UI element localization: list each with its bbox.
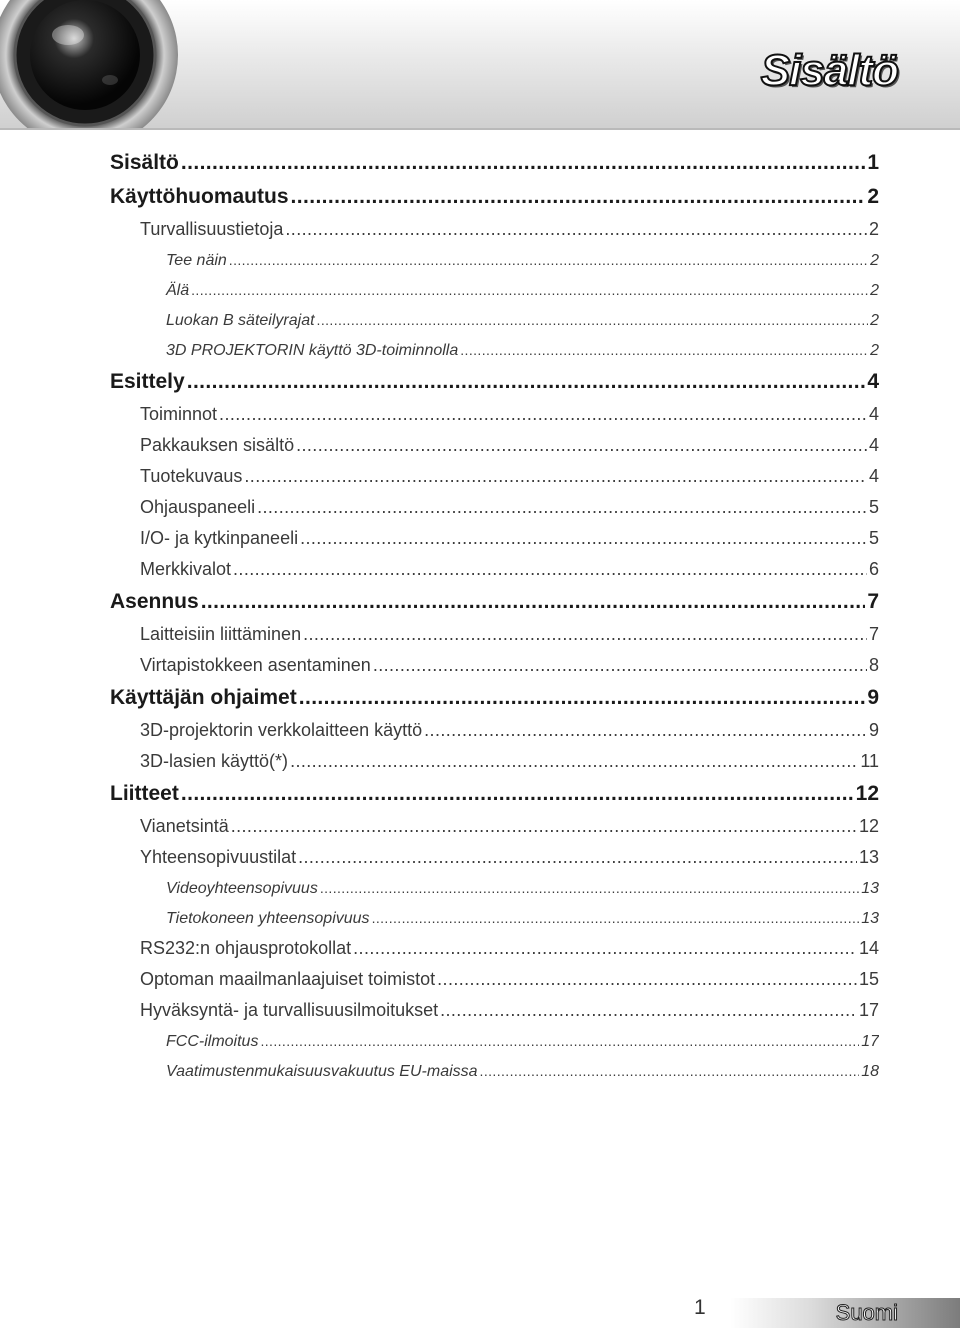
toc-entry-page: 5 xyxy=(868,528,879,548)
toc-entry-title: Luokan B säteilyrajat xyxy=(166,312,315,329)
toc-dot-leader xyxy=(233,554,867,585)
toc-entry-title: 3D PROJEKTORIN käyttö 3D-toiminnolla xyxy=(166,342,459,359)
toc-entry-title: Liitteet xyxy=(110,782,179,805)
toc-entry-title: FCC-ilmoitus xyxy=(166,1033,259,1050)
toc-entry[interactable] xyxy=(110,873,879,903)
table-of-contents xyxy=(110,146,879,1086)
toc-entry-title: Sisältö xyxy=(110,151,179,174)
toc-entry-title: RS232:n ohjausprotokollat xyxy=(140,938,352,958)
toc-entry-page: 13 xyxy=(861,880,879,897)
toc-entry[interactable] xyxy=(110,245,879,275)
toc-entry-title: Älä xyxy=(166,282,190,299)
toc-dot-leader xyxy=(244,461,867,492)
toc-dot-leader xyxy=(317,305,869,335)
toc-entry[interactable] xyxy=(110,554,879,585)
toc-entry-title: Toiminnot xyxy=(140,404,218,424)
toc-entry-page: 18 xyxy=(861,1063,879,1080)
toc-entry-page: 7 xyxy=(867,590,879,613)
toc-entry[interactable] xyxy=(110,523,879,554)
toc-dot-leader xyxy=(299,681,866,715)
toc-entry-title: Ohjauspaneeli xyxy=(140,497,256,517)
toc-entry-title: Optoman maailmanlaajuiset toimistot xyxy=(140,969,436,989)
toc-entry[interactable] xyxy=(110,933,879,964)
toc-entry[interactable] xyxy=(110,903,879,933)
toc-entry-page: 2 xyxy=(870,252,879,269)
toc-entry-title: Merkkivalot xyxy=(140,559,232,579)
toc-entry-title: 3D-projektorin verkkolaitteen käyttö xyxy=(140,720,423,740)
toc-entry-title: Turvallisuustietoja xyxy=(140,219,284,239)
toc-entry[interactable] xyxy=(110,650,879,681)
toc-entry[interactable] xyxy=(110,492,879,523)
toc-entry[interactable] xyxy=(110,275,879,305)
toc-entry-page: 1 xyxy=(867,151,879,174)
toc-dot-leader xyxy=(373,650,867,681)
toc-dot-leader xyxy=(291,180,866,214)
toc-entry-title: Yhteensopivuustilat xyxy=(140,847,297,867)
toc-entry-page: 4 xyxy=(867,370,879,393)
toc-entry-title: Käyttöhuomautus xyxy=(110,185,289,208)
toc-entry[interactable] xyxy=(110,399,879,430)
toc-entry-title: I/O- ja kytkinpaneeli xyxy=(140,528,299,548)
toc-dot-leader xyxy=(300,523,867,554)
toc-entry-title: Vaatimustenmukaisuusvakuutus EU-maissa xyxy=(166,1063,478,1080)
toc-entry[interactable] xyxy=(110,430,879,461)
toc-entry[interactable] xyxy=(110,777,879,811)
toc-dot-leader xyxy=(298,842,857,873)
toc-entry[interactable] xyxy=(110,995,879,1026)
toc-entry-page: 9 xyxy=(868,720,879,740)
toc-entry-page: 12 xyxy=(855,782,879,805)
toc-entry-page: 14 xyxy=(858,938,879,958)
page-title: Sisältö xyxy=(760,46,898,95)
toc-entry-title: Hyväksyntä- ja turvallisuusilmoitukset xyxy=(140,1000,439,1020)
toc-dot-leader xyxy=(181,777,854,811)
toc-entry-title: Pakkauksen sisältö xyxy=(140,435,295,455)
toc-entry-page: 17 xyxy=(858,1000,879,1020)
toc-dot-leader xyxy=(285,214,867,245)
toc-entry-title: Asennus xyxy=(110,590,199,613)
toc-entry[interactable] xyxy=(110,619,879,650)
toc-entry-page: 5 xyxy=(868,497,879,517)
toc-dot-leader xyxy=(257,492,867,523)
toc-dot-leader xyxy=(303,619,867,650)
toc-entry-page: 4 xyxy=(868,466,879,486)
page-header xyxy=(0,0,960,130)
toc-entry-page: 7 xyxy=(868,624,879,644)
toc-entry[interactable] xyxy=(110,365,879,399)
toc-entry[interactable] xyxy=(110,1026,879,1056)
toc-dot-leader xyxy=(296,430,867,461)
toc-entry[interactable] xyxy=(110,811,879,842)
page-number: 1 xyxy=(694,1296,706,1319)
toc-entry-page: 17 xyxy=(861,1033,879,1050)
toc-entry-page: 2 xyxy=(867,185,879,208)
toc-dot-leader xyxy=(231,811,857,842)
toc-entry[interactable] xyxy=(110,461,879,492)
toc-entry[interactable] xyxy=(110,842,879,873)
toc-entry[interactable] xyxy=(110,180,879,214)
toc-entry-page: 6 xyxy=(868,559,879,579)
toc-entry-title: Tee näin xyxy=(166,252,227,269)
toc-entry[interactable] xyxy=(110,305,879,335)
toc-entry-title: Videoyhteensopivuus xyxy=(166,880,318,897)
header-divider xyxy=(0,128,960,130)
toc-entry-page: 2 xyxy=(870,312,879,329)
toc-entry-title: 3D-lasien käyttö(*) xyxy=(140,751,289,771)
toc-dot-leader xyxy=(320,873,859,903)
toc-entry[interactable] xyxy=(110,335,879,365)
toc-entry-page: 13 xyxy=(861,910,879,927)
toc-entry[interactable] xyxy=(110,146,879,180)
toc-entry-title: Tuotekuvaus xyxy=(140,466,243,486)
toc-dot-leader xyxy=(372,903,860,933)
toc-entry-page: 4 xyxy=(868,404,879,424)
toc-entry[interactable] xyxy=(110,715,879,746)
toc-dot-leader xyxy=(187,365,866,399)
toc-entry[interactable] xyxy=(110,214,879,245)
toc-dot-leader xyxy=(353,933,857,964)
footer-language: Suomi xyxy=(835,1300,898,1325)
toc-entry[interactable] xyxy=(110,585,879,619)
toc-dot-leader xyxy=(219,399,867,430)
toc-entry-title: Virtapistokkeen asentaminen xyxy=(140,655,371,675)
toc-entry-page: 13 xyxy=(858,847,879,867)
toc-dot-leader xyxy=(191,275,868,305)
toc-dot-leader xyxy=(181,146,865,180)
toc-entry[interactable] xyxy=(110,746,879,777)
toc-dot-leader xyxy=(229,245,868,275)
toc-entry[interactable] xyxy=(110,681,879,715)
toc-entry-title: Käyttäjän ohjaimet xyxy=(110,686,297,709)
toc-dot-leader xyxy=(290,746,858,777)
toc-entry-page: 9 xyxy=(867,686,879,709)
toc-entry-title: Esittely xyxy=(110,370,185,393)
toc-entry[interactable] xyxy=(110,964,879,995)
toc-entry-page: 11 xyxy=(860,751,879,771)
toc-entry-title: Laitteisiin liittäminen xyxy=(140,624,302,644)
toc-entry-title: Tietokoneen yhteensopivuus xyxy=(166,910,370,927)
toc-entry-page: 8 xyxy=(868,655,879,675)
lens-icon xyxy=(0,0,180,130)
toc-entry-page: 4 xyxy=(868,435,879,455)
toc-dot-leader xyxy=(480,1056,860,1086)
toc-entry-page: 15 xyxy=(858,969,879,989)
toc-entry-page: 2 xyxy=(870,282,879,299)
toc-dot-leader xyxy=(460,335,868,365)
toc-dot-leader xyxy=(424,715,867,746)
toc-dot-leader xyxy=(440,995,857,1026)
toc-entry-page: 2 xyxy=(870,342,879,359)
toc-dot-leader xyxy=(437,964,857,995)
toc-entry[interactable] xyxy=(110,1056,879,1086)
toc-dot-leader xyxy=(260,1026,859,1056)
toc-dot-leader xyxy=(201,585,866,619)
toc-entry-title: Vianetsintä xyxy=(140,816,229,836)
toc-entry-page: 2 xyxy=(868,219,879,239)
toc-entry-page: 12 xyxy=(858,816,879,836)
